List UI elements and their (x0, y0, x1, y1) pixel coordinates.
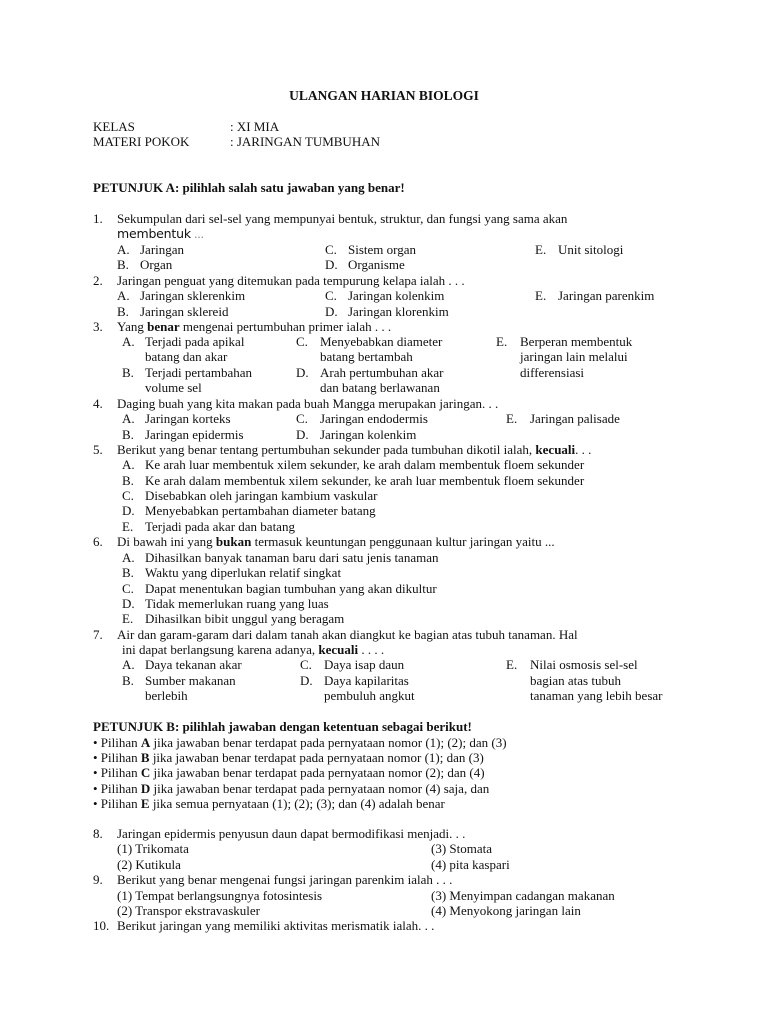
q1-option-b: Organ (140, 257, 173, 272)
q5-text-post: . . . (575, 442, 592, 457)
q7-option-d-line1: Daya kapilaritas (324, 673, 409, 688)
q5-option-e: Terjadi pada akar dan batang (145, 519, 295, 534)
q3-option-a-line2: batang dan akar (145, 349, 228, 364)
petunjuk-b: PETUNJUK B: pilihlah jawaban dengan ketentuan sebagai berikut! (93, 719, 472, 734)
q3-option-a-label: A. (122, 334, 135, 349)
q5-option-a-label: A. (122, 457, 135, 472)
q9-statement-3: (3) Menyimpan cadangan makanan (431, 888, 615, 903)
pilihan-b (93, 750, 484, 765)
q3-option-c-label: C. (296, 334, 308, 349)
q9-number: 9. (93, 872, 103, 887)
q4-option-e-label: E. (506, 411, 518, 426)
pilihan-d-text: jika jawaban benar terdapat pada pernyataan nomor (4) saja, dan (150, 781, 490, 796)
q1-option-e-label: E. (535, 242, 547, 257)
q5-option-b: Ke arah dalam membentuk xilem sekunder, ke arah luar membentuk floem sekunder (145, 473, 585, 488)
pilihan-b-pre: • Pilihan (93, 750, 141, 765)
q6-option-e-label: E. (122, 611, 134, 626)
q7-option-c: Daya isap daun (324, 657, 405, 672)
q6-option-b: Waktu yang diperlukan relatif singkat (145, 565, 342, 580)
pilihan-c-letter: C (140, 765, 151, 780)
q3-option-b-line1: Terjadi pertambahan (145, 365, 253, 380)
q9-statement-4: (4) Menyokong jaringan lain (431, 903, 581, 918)
q5-option-e-label: E. (122, 519, 134, 534)
q4-option-a: Jaringan korteks (145, 411, 231, 426)
q7-text-bold: kecuali (318, 642, 359, 657)
q7-text-line2 (122, 642, 384, 657)
pilihan-e-letter: E (140, 796, 150, 811)
q4-option-c-label: C. (296, 411, 308, 426)
q1-option-c: Sistem organ (348, 242, 417, 257)
q4-option-e: Jaringan palisade (530, 411, 620, 426)
q3-option-e-label: E. (496, 334, 508, 349)
q8-statement-1: (1) Trikomata (117, 841, 189, 856)
pilihan-c-text: jika jawaban benar terdapat pada pernyataan nomor (2); dan (4) (150, 765, 485, 780)
pilihan-a-letter: A (140, 735, 151, 750)
q6-text-post: termasuk keuntungan penggunaan kultur jaringan yaitu ... (251, 534, 555, 549)
pilihan-a-text: jika jawaban benar terdapat pada pernyataan nomor (1); (2); dan (3) (150, 735, 507, 750)
page-title: ULANGAN HARIAN BIOLOGI (289, 88, 479, 103)
materi-value: : JARINGAN TUMBUHAN (230, 134, 380, 149)
q6-option-e: Dihasilkan bibit unggul yang beragam (145, 611, 345, 626)
q8-statement-4: (4) pita kaspari (431, 857, 510, 872)
q6-option-c: Dapat menentukan bagian tumbuhan yang akan dikultur (145, 581, 437, 596)
q4-option-d: Jaringan kolenkim (320, 427, 417, 442)
q3-text-bold: benar (147, 319, 180, 334)
q5-number: 5. (93, 442, 103, 457)
pilihan-b-text: jika jawaban benar terdapat pada pernyataan nomor (1); dan (3) (149, 750, 484, 765)
q6-text-pre: Di bawah ini yang (117, 534, 216, 549)
q6-text (117, 534, 555, 549)
q2-option-a: Jaringan sklerenkim (140, 288, 246, 303)
q2-option-c: Jaringan kolenkim (348, 288, 445, 303)
q3-number: 3. (93, 319, 103, 334)
q2-option-b: Jaringan sklereid (140, 304, 229, 319)
q7-option-a: Daya tekanan akar (145, 657, 242, 672)
q4-option-d-label: D. (296, 427, 309, 442)
pilihan-a (93, 735, 507, 750)
q1-dots: ... (190, 226, 204, 241)
q6-number: 6. (93, 534, 103, 549)
q1-option-e: Unit sitologi (558, 242, 624, 257)
q6-option-d-label: D. (122, 596, 135, 611)
q9-statement-1: (1) Tempat berlangsungnya fotosintesis (117, 888, 323, 903)
q7-option-b-line2: berlebih (145, 688, 188, 703)
q3-text (117, 319, 391, 334)
q10-text: Berikut jaringan yang memiliki aktivitas merismatik ialah. . . (117, 918, 435, 933)
q1-option-c-label: C. (325, 242, 337, 257)
q1-option-a: Jaringan (140, 242, 185, 257)
q3-option-b-label: B. (122, 365, 134, 380)
q1-option-b-label: B. (117, 257, 129, 272)
pilihan-a-pre: • Pilihan (93, 735, 141, 750)
q1-text-word: membentuk (117, 226, 191, 241)
q2-option-a-label: A. (117, 288, 130, 303)
q4-option-b-label: B. (122, 427, 134, 442)
q8-statement-2: (2) Kutikula (117, 857, 181, 872)
q4-option-a-label: A. (122, 411, 135, 426)
q5-option-c-label: C. (122, 488, 134, 503)
q6-option-b-label: B. (122, 565, 134, 580)
pilihan-e-pre: • Pilihan (93, 796, 141, 811)
q1-option-d-label: D. (325, 257, 338, 272)
q3-option-c-line2: batang bertambah (320, 349, 413, 364)
q3-text-pre: Yang (117, 319, 148, 334)
q6-option-c-label: C. (122, 581, 134, 596)
pilihan-d (93, 781, 489, 796)
q2-option-b-label: B. (117, 304, 129, 319)
q7-option-e-line1: Nilai osmosis sel-sel (530, 657, 638, 672)
q6-option-a: Dihasilkan banyak tanaman baru dari satu jenis tanaman (145, 550, 439, 565)
pilihan-c-pre: • Pilihan (93, 765, 141, 780)
q3-option-e-line1: Berperan membentuk (520, 334, 633, 349)
q3-option-a-line1: Terjadi pada apikal (145, 334, 245, 349)
kelas-value: : XI MIA (230, 119, 280, 134)
q1-number: 1. (93, 211, 103, 226)
kelas-label: KELAS (93, 119, 135, 134)
pilihan-e-text: jika semua pernyataan (1); (2); (3); dan (4) adalah benar (149, 796, 445, 811)
q1-text-line2 (117, 226, 204, 241)
q3-option-b-line2: volume sel (145, 380, 202, 395)
q7-option-b-label: B. (122, 673, 134, 688)
q7-option-e-label: E. (506, 657, 518, 672)
pilihan-b-letter: B (140, 750, 150, 765)
q5-option-c: Disebabkan oleh jaringan kambium vaskular (145, 488, 378, 503)
q1-option-a-label: A. (117, 242, 130, 257)
pilihan-c (93, 765, 485, 780)
q7-option-d-label: D. (300, 673, 313, 688)
q7-option-d-line2: pembuluh angkut (324, 688, 415, 703)
q7-text-post: . . . . (358, 642, 385, 657)
q2-text: Jaringan penguat yang ditemukan pada tempurung kelapa ialah . . . (117, 273, 465, 288)
q5-text (117, 442, 591, 457)
q10-number: 10. (93, 918, 110, 933)
q3-option-d-line2: dan batang berlawanan (320, 380, 440, 395)
q5-text-bold: kecuali (535, 442, 576, 457)
pilihan-d-pre: • Pilihan (93, 781, 141, 796)
q8-text: Jaringan epidermis penyusun daun dapat bermodifikasi menjadi. . . (117, 826, 466, 841)
q5-option-a: Ke arah luar membentuk xilem sekunder, ke arah dalam membentuk floem sekunder (145, 457, 585, 472)
q3-option-e-line3: differensiasi (520, 365, 585, 380)
q7-option-a-label: A. (122, 657, 135, 672)
pilihan-d-letter: D (140, 781, 151, 796)
q8-number: 8. (93, 826, 103, 841)
petunjuk-a: PETUNJUK A: pilihlah salah satu jawaban yang benar! (93, 180, 405, 195)
q4-number: 4. (93, 396, 103, 411)
pilihan-e (93, 796, 445, 811)
q4-text: Daging buah yang kita makan pada buah Mangga merupakan jaringan. . . (117, 396, 499, 411)
q3-text-post: mengenai pertumbuhan primer ialah . . . (179, 319, 392, 334)
q2-option-c-label: C. (325, 288, 337, 303)
q5-option-b-label: B. (122, 473, 134, 488)
q2-option-d-label: D. (325, 304, 338, 319)
q9-statement-2: (2) Transpor ekstravaskuler (117, 903, 260, 918)
q1-text: Sekumpulan dari sel-sel yang mempunyai bentuk, struktur, dan fungsi yang sama akan (117, 211, 568, 226)
q2-option-e: Jaringan parenkim (558, 288, 655, 303)
materi-label: MATERI POKOK (93, 134, 190, 149)
q7-number: 7. (93, 627, 103, 642)
q3-option-e-line2: jaringan lain melalui (520, 349, 628, 364)
q2-option-d: Jaringan klorenkim (348, 304, 449, 319)
q2-option-e-label: E. (535, 288, 547, 303)
q2-number: 2. (93, 273, 103, 288)
q7-option-e-line3: tanaman yang lebih besar (530, 688, 663, 703)
q4-option-b: Jaringan epidermis (145, 427, 244, 442)
q3-option-d-line1: Arah pertumbuhan akar (320, 365, 444, 380)
q9-text: Berikut yang benar mengenai fungsi jaringan parenkim ialah . . . (117, 872, 453, 887)
q6-option-a-label: A. (122, 550, 135, 565)
q7-text-pre: ini dapat berlangsung karena adanya, (122, 642, 319, 657)
q5-option-d: Menyebabkan pertambahan diameter batang (145, 503, 376, 518)
q6-option-d: Tidak memerlukan ruang yang luas (145, 596, 329, 611)
q6-text-bold: bukan (215, 534, 252, 549)
q8-statement-3: (3) Stomata (431, 841, 493, 856)
q7-text: Air dan garam-garam dari dalam tanah akan diangkut ke bagian atas tubuh tanaman. Hal (117, 627, 578, 642)
q4-option-c: Jaringan endodermis (320, 411, 428, 426)
q5-text-pre: Berikut yang benar tentang pertumbuhan sekunder pada tumbuhan dikotil ialah, (117, 442, 536, 457)
q3-option-d-label: D. (296, 365, 309, 380)
q3-option-c-line1: Menyebabkan diameter (320, 334, 443, 349)
q7-option-c-label: C. (300, 657, 312, 672)
q5-option-d-label: D. (122, 503, 135, 518)
q7-option-e-line2: bagian atas tubuh (530, 673, 621, 688)
q7-option-b-line1: Sumber makanan (145, 673, 236, 688)
q1-option-d: Organisme (348, 257, 405, 272)
